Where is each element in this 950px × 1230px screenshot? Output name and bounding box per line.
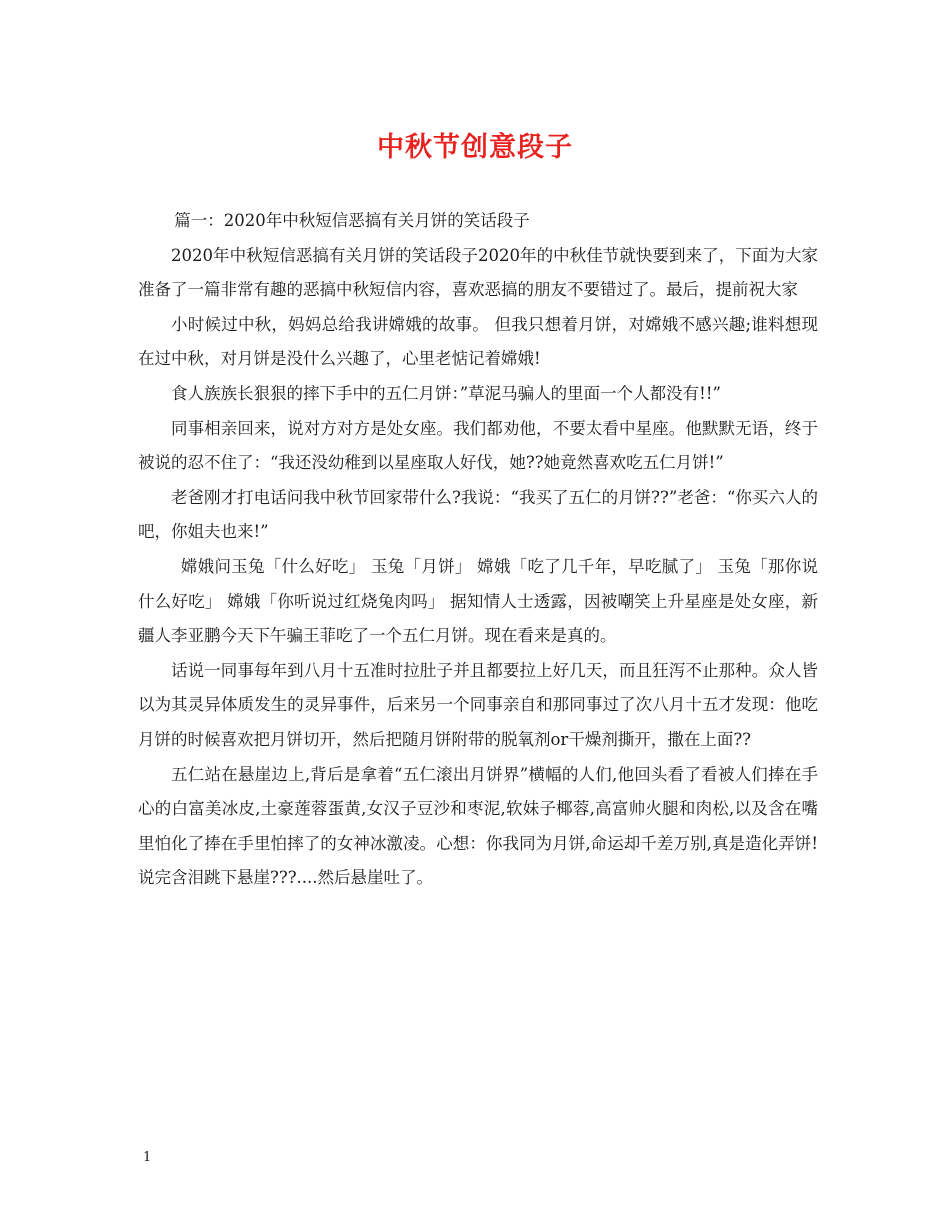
document-body	[138, 204, 818, 896]
paragraph-joke-3: 同事相亲回来，说对方对方是处女座。我们都劝他，不要太看中星座。他默默无语，终于被说的忍不住了：“我还没幼稚到以星座取人好伐，她??她竟然喜欢吃五仁月饼!”	[138, 418, 818, 473]
paragraph-intro: 2020年中秋短信恶搞有关月饼的笑话段子2020年的中秋佳节就快要到来了，下面为大家准备了一篇非常有趣的恶搞中秋短信内容，喜欢恶搞的朋友不要错过了。最后，提前祝大家	[138, 245, 818, 300]
paragraph-joke-2: 食人族族长狠狠的摔下手中的五仁月饼：”草泥马骗人的里面一个人都没有!!”	[171, 383, 721, 403]
paragraph-joke-7: 五仁站在悬崖边上,背后是拿着“五仁滚出月饼界”横幅的人们,他回头看了看被人们捧在手心的白富美冰皮,土豪莲蓉蛋黄,女汉子豆沙和枣泥,软妹子椰蓉,高富帅火腿和肉松,以及含在嘴里怕化了捧在手里怕摔了的女神冰激凌。心想：你我同为月饼,命运却千差万别,真是造化弄饼!说完含泪跳下悬崖???....然后悬崖吐了。	[138, 764, 818, 888]
paragraph-joke-6: 话说一同事每年到八月十五准时拉肚子并且都要拉上好几天，而且狂泻不止那种。众人皆以为其灵异体质发生的灵异事件，后来另一个同事亲自和那同事过了次八月十五才发现：他吃月饼的时候喜欢把月饼切开，然后把随月饼附带的脱氧剂or干燥剂撕开，撒在上面??	[138, 660, 818, 749]
paragraph-joke-4: 老爸刚才打电话问我中秋节回家带什么?我说：“我买了五仁的月饼??”老爸：“你买六人的吧，你姐夫也来!”	[138, 487, 818, 542]
section-heading: 篇一：2020年中秋短信恶搞有关月饼的笑话段子	[174, 211, 530, 230]
paragraph-joke-5: 嫦娥问玉兔「什么好吃」 玉兔「月饼」 嫦娥「吃了几千年，早吃腻了」 玉兔「那你说什么好吃」 嫦娥「你听说过红烧兔肉吗」 据知情人士透露，因被嘲笑上升星座是处女座，新疆人李亚鹏今天下午骗王菲吃了一个五仁月饼。现在看来是真的。	[138, 556, 818, 646]
page-number: 1	[143, 1150, 152, 1165]
paragraph-joke-1: 小时候过中秋，妈妈总给我讲嫦娥的故事。 但我只想着月饼，对嫦娥不感兴趣;谁料想现在过中秋，对月饼是没什么兴趣了，心里老惦记着嫦娥!	[138, 314, 818, 369]
document-title: 中秋节创意段子	[377, 132, 573, 163]
